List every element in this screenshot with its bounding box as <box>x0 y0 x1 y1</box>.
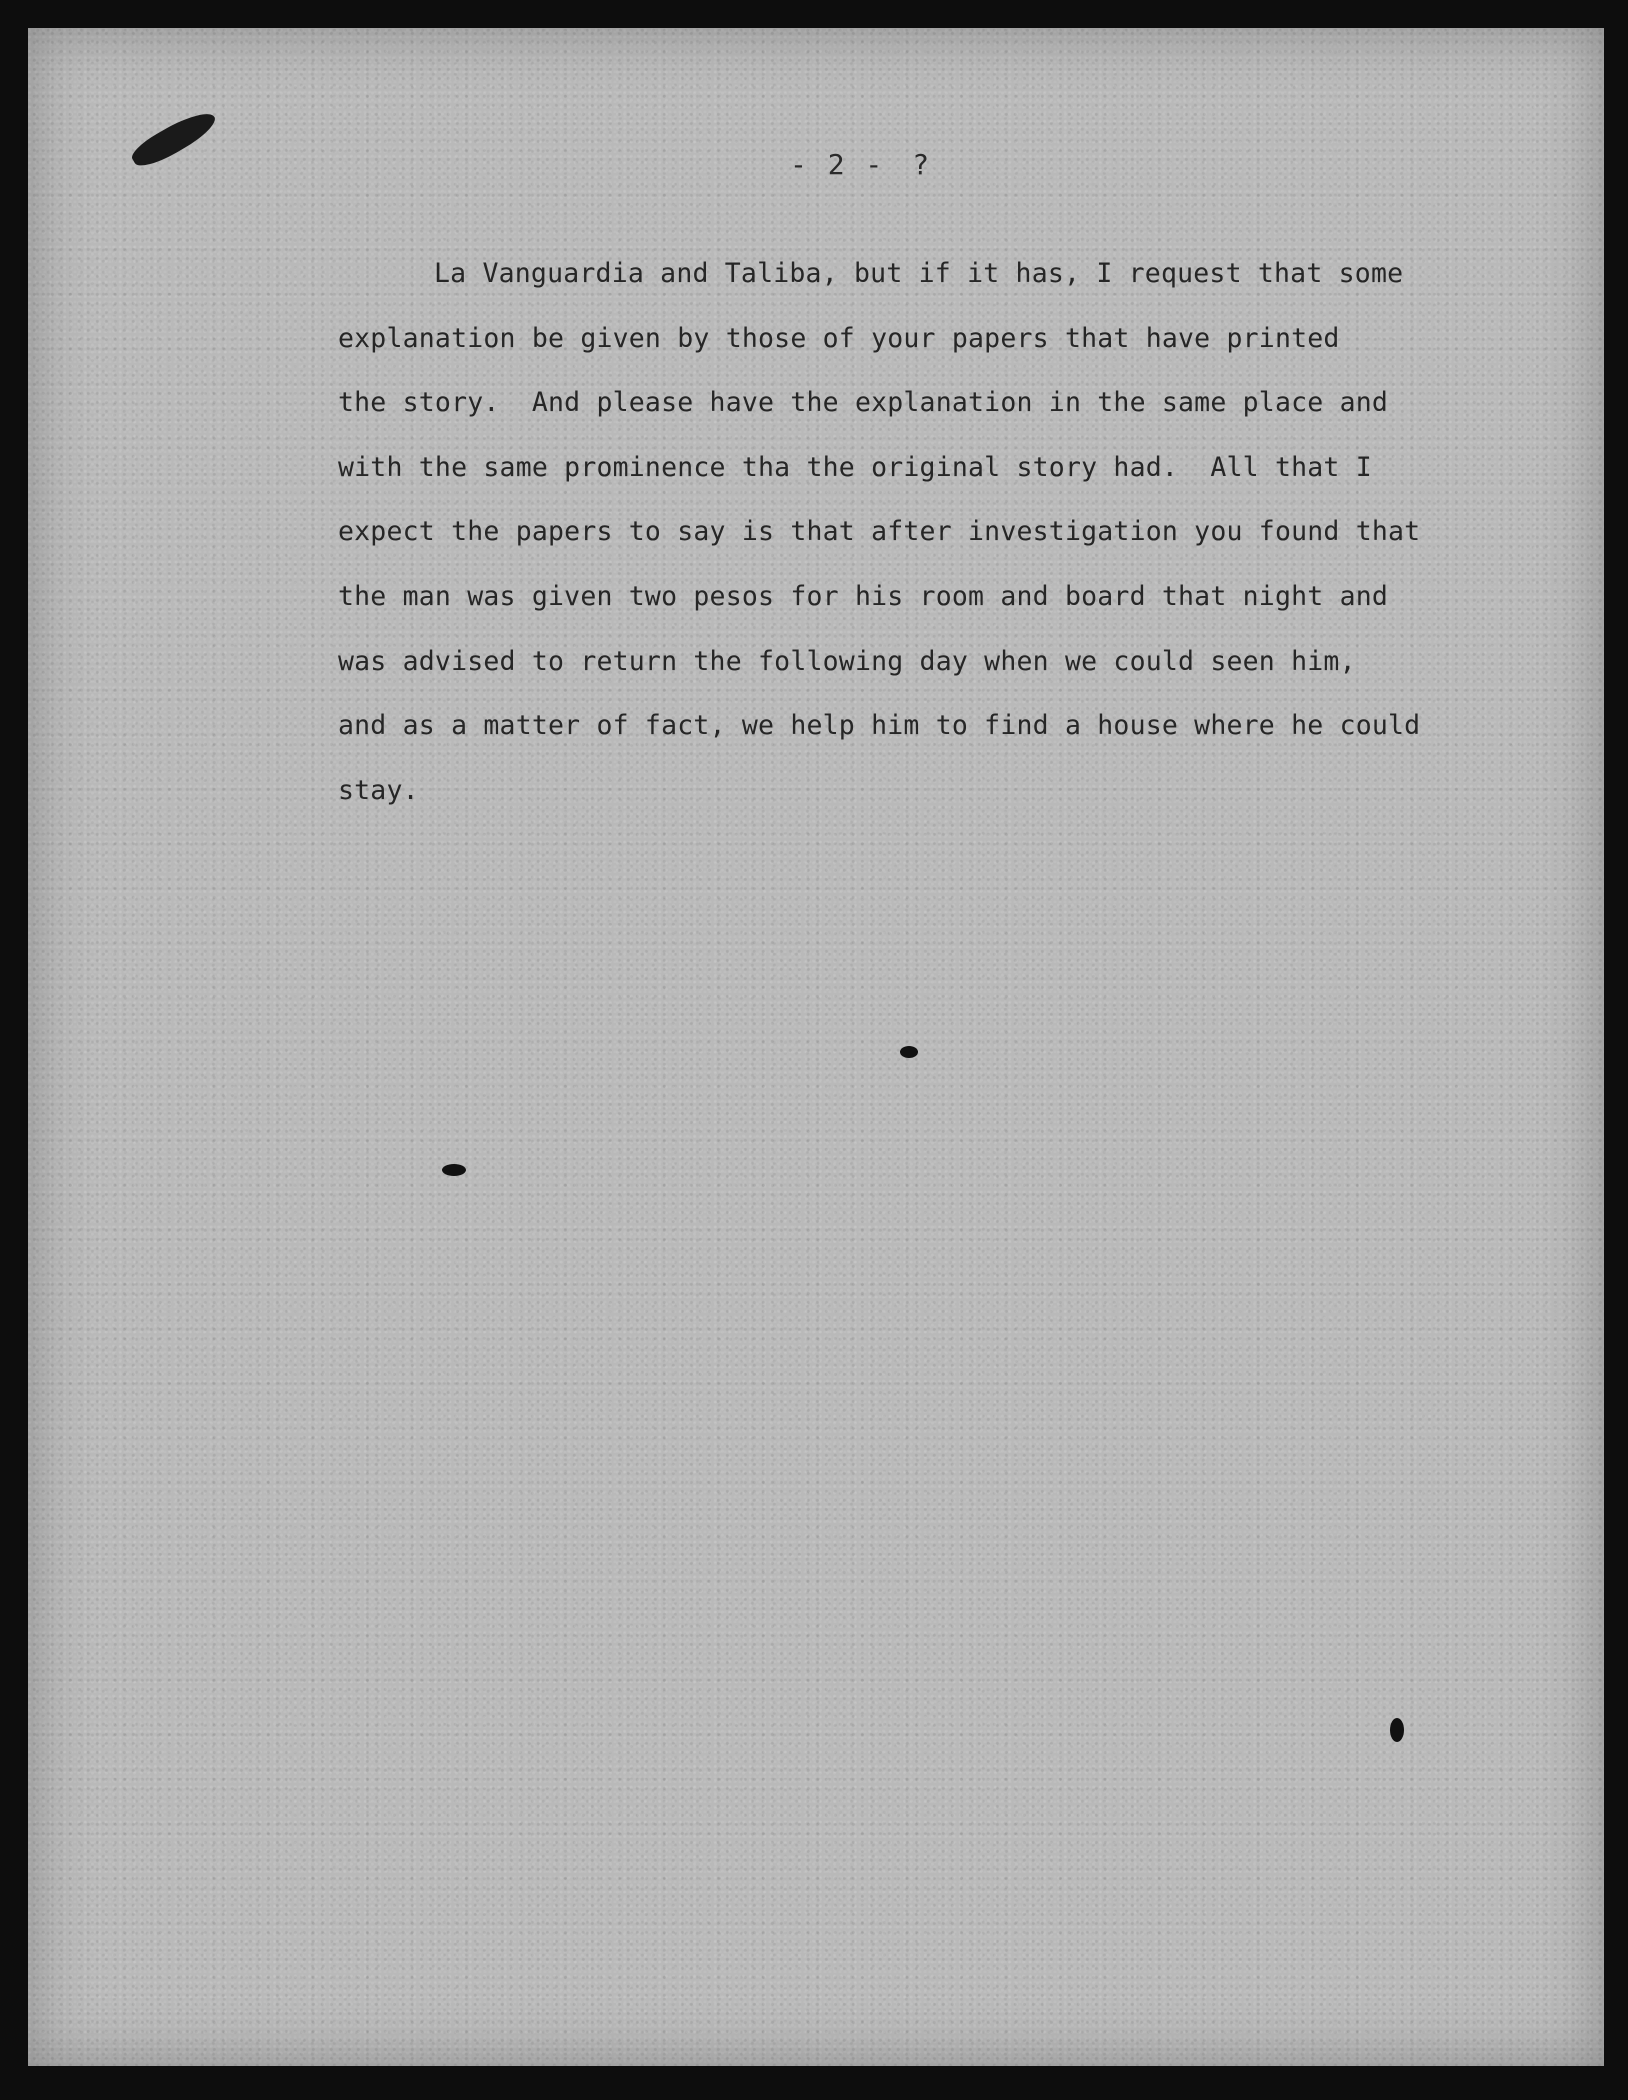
text-line: the man was given two pesos for his room and board that night and <box>338 580 1389 612</box>
text-line: the story. And please have the explanation in the same place and <box>338 387 1389 419</box>
text-line: with the same prominence tha the original story had. All that I <box>338 451 1372 483</box>
paper-tear-mark <box>128 105 221 174</box>
page-number-text: - 2 - <box>790 148 885 181</box>
text-line: expect the papers to say is that after investigation you found that <box>338 516 1421 548</box>
text-line: La Vanguardia and Taliba, but if it has, I request that some <box>434 258 1404 289</box>
ink-blot <box>1390 1718 1404 1742</box>
text-line: was advised to return the following day when we could seen him, <box>338 645 1356 677</box>
page-query-mark: ? <box>912 148 932 181</box>
text-line: stay. <box>338 774 419 806</box>
text-line: explanation be given by those of your papers that have printed <box>338 322 1340 354</box>
ink-blot <box>900 1046 918 1058</box>
text-line: and as a matter of fact, we help him to find a house where he could <box>338 710 1421 742</box>
ink-blot <box>442 1164 466 1176</box>
letter-body <box>338 242 1458 823</box>
page-number <box>790 148 931 181</box>
